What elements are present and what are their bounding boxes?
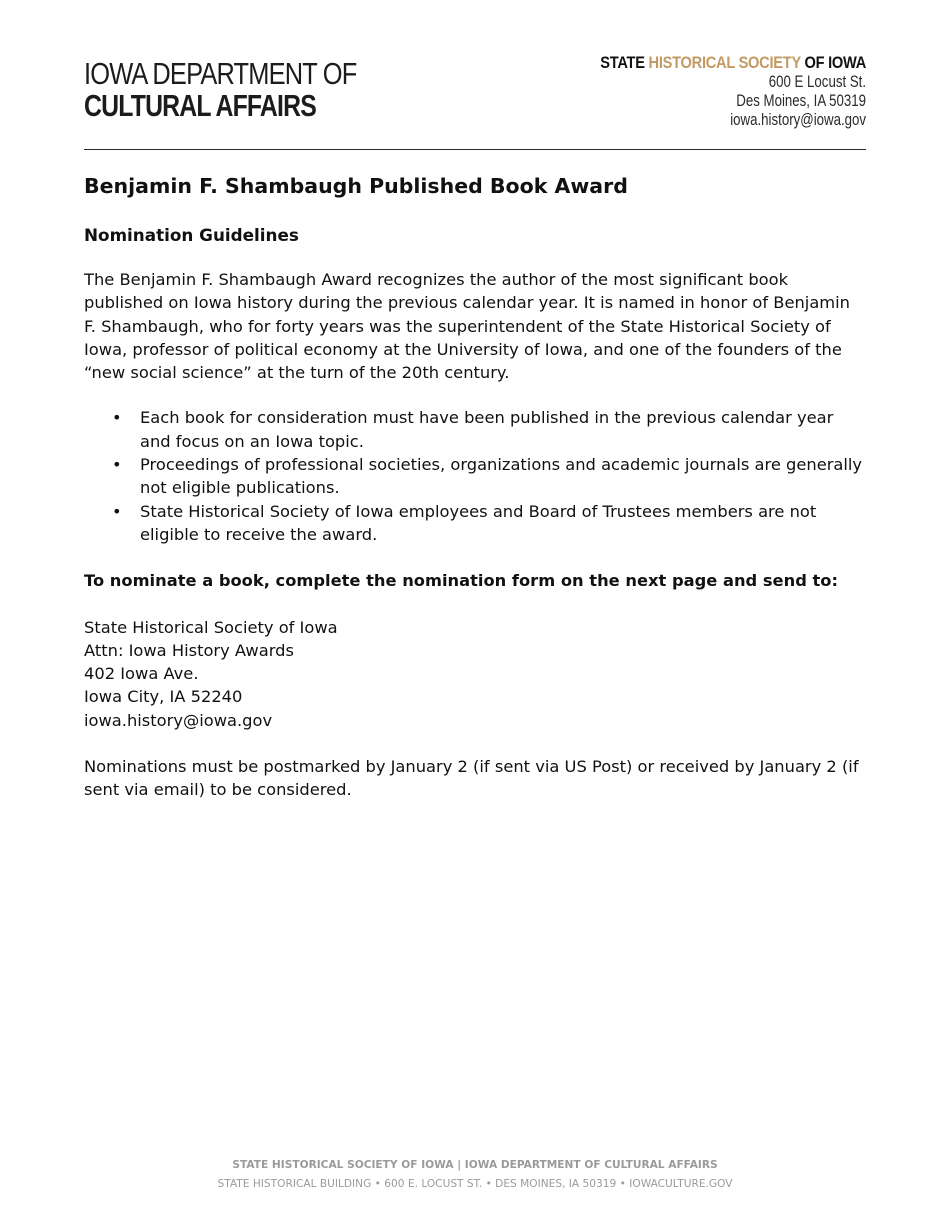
- list-item-text: Proceedings of professional societies, organizations and academic journals are generally not eligible publications.: [140, 455, 863, 498]
- letterhead-contact: [557, 53, 866, 129]
- deadline-paragraph: Nominations must be postmarked by January 2 (if sent via US Post) or received by January 2 (if sent via email) to be considered.: [84, 757, 859, 800]
- list-item-text: State Historical Society of Iowa employees and Board of Trustees members are not eligible to receive the award.: [140, 501, 817, 544]
- logo-line-2: CULTURAL AFFAIRS: [84, 88, 316, 123]
- address-line: State Historical Society of Iowa: [84, 617, 338, 637]
- document-body: [84, 170, 866, 802]
- letterhead-street: 600 E Locust St.: [768, 72, 866, 91]
- mailing-address: [84, 616, 866, 732]
- page-title: Benjamin F. Shambaugh Published Book Award: [84, 174, 628, 198]
- nomination-instruction: To nominate a book, complete the nomination form on the next page and send to:: [84, 571, 838, 591]
- list-item: [84, 406, 866, 453]
- society-name: [600, 53, 866, 72]
- address-line: Iowa City, IA 52240: [84, 687, 243, 707]
- list-item: [84, 500, 866, 547]
- logo-line-1: IOWA DEPARTMENT OF: [84, 56, 357, 91]
- letterhead-city: Des Moines, IA 50319: [736, 91, 866, 110]
- bullet-icon: •: [112, 455, 122, 475]
- footer-organizations: STATE HISTORICAL SOCIETY OF IOWA | IOWA DEPARTMENT OF CULTURAL AFFAIRS: [232, 1159, 718, 1171]
- address-line: Attn: Iowa History Awards: [84, 640, 294, 660]
- eligibility-list: [84, 406, 866, 546]
- letterhead-email[interactable]: iowa.history@iowa.gov: [730, 110, 866, 129]
- address-line: 402 Iowa Ave.: [84, 664, 199, 684]
- bullet-icon: •: [112, 408, 122, 428]
- list-item: [84, 453, 866, 500]
- section-title: Nomination Guidelines: [84, 225, 299, 245]
- header-divider: [84, 149, 866, 150]
- list-item-text: Each book for consideration must have been published in the previous calendar year and focus on an Iowa topic.: [140, 408, 834, 451]
- address-email[interactable]: iowa.history@iowa.gov: [84, 710, 273, 730]
- department-logo: [84, 58, 416, 121]
- society-name-part-1: STATE: [600, 53, 649, 72]
- intro-paragraph: The Benjamin F. Shambaugh Award recognizes the author of the most significant book published on Iowa history during the previous calendar year. It is named in honor of Benjamin F. Shambaugh, who for forty years was the superintendent of the State Historical Society of Iowa, professor of political economy at the University of Iowa, and one of the founders of the “new social science” at the turn of the 20th century.: [84, 270, 850, 383]
- society-name-part-2: HISTORICAL SOCIETY: [648, 53, 801, 72]
- society-name-part-3: OF IOWA: [800, 53, 866, 72]
- page-footer: [0, 1156, 950, 1194]
- footer-address: STATE HISTORICAL BUILDING • 600 E. LOCUST ST. • DES MOINES, IA 50319 • IOWACULTURE.GOV: [217, 1178, 733, 1190]
- bullet-icon: •: [112, 501, 122, 521]
